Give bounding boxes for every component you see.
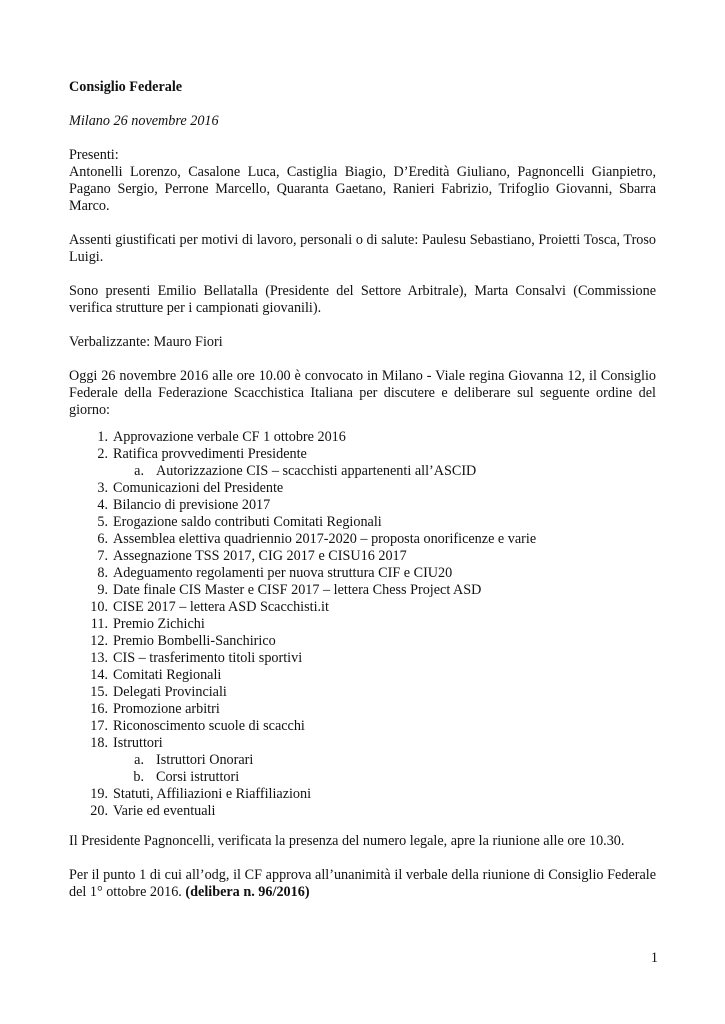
agenda-item: 17. Riconoscimento scuole di scacchi <box>90 718 305 734</box>
agenda-item: 20. Varie ed eventuali <box>90 803 216 819</box>
agenda-list <box>69 429 656 820</box>
agenda-subitem: a. Istruttori Onorari <box>134 752 254 768</box>
agenda-item: 3. Comunicazioni del Presidente <box>97 480 284 496</box>
agenda-item: 11. Premio Zichichi <box>90 616 205 632</box>
agenda-item: 16. Promozione arbitri <box>90 701 220 717</box>
meeting-place-date: Milano 26 novembre 2016 <box>69 113 219 129</box>
agenda-item: 10. CISE 2017 – lettera ASD Scacchisti.it <box>90 599 329 615</box>
agenda-subitem: a. Autorizzazione CIS – scacchisti appartenenti all’ASCID <box>134 463 477 479</box>
document-title: Consiglio Federale <box>69 79 183 95</box>
opening-paragraph: Il Presidente Pagnoncelli, verificata la presenza del numero legale, apre la riunione alle ore 10.30. <box>69 833 625 849</box>
point1-text: Per il punto 1 di cui all’odg, il CF approva all’unanimità il verbale della riunione di Consiglio Federale del 1° ottobre 2016. <box>69 867 656 900</box>
agenda-item: 6. Assemblea elettiva quadriennio 2017-2020 – proposta onorificenze e varie <box>97 531 537 547</box>
absent-paragraph: Assenti giustificati per motivi di lavoro, personali o di salute: Paulesu Sebastiano, Proietti Tosca, Troso Luigi. <box>69 232 656 265</box>
point1-paragraph <box>69 867 656 901</box>
agenda-item: 4. Bilancio di previsione 2017 <box>97 497 271 513</box>
page-number: 1 <box>650 950 658 966</box>
agenda-item: 8. Adeguamento regolamenti per nuova struttura CIF e CIU20 <box>97 565 453 581</box>
agenda-item: 12. Premio Bombelli-Sanchirico <box>90 633 276 649</box>
agenda-item: 14. Comitati Regionali <box>90 667 222 683</box>
resolution-reference: (delibera n. 96/2016) <box>185 884 310 900</box>
convocation-paragraph: Oggi 26 novembre 2016 alle ore 10.00 è convocato in Milano - Viale regina Giovanna 12, il Consiglio Federale della Federazione Scacchistica Italiana per discutere e deliberare sul seguente ordine del giorno: <box>69 368 656 418</box>
agenda-item: 9. Date finale CIS Master e CISF 2017 – lettera Chess Project ASD <box>97 582 482 598</box>
agenda-item: 7. Assegnazione TSS 2017, CIG 2017 e CISU16 2017 <box>97 548 407 564</box>
secretary-line: Verbalizzante: Mauro Fiori <box>69 334 223 350</box>
agenda-item: 13. CIS – trasferimento titoli sportivi <box>90 650 303 666</box>
agenda-item: 1. Approvazione verbale CF 1 ottobre 2016 <box>97 429 346 445</box>
present-names: Antonelli Lorenzo, Casalone Luca, Castiglia Biagio, D’Eredità Giuliano, Pagnoncelli Gianpietro, Pagano Sergio, Perrone Marcello, Quaranta Gaetano, Ranieri Fabrizio, Trifoglio Giovanni, Sbarra Marco. <box>69 164 656 214</box>
agenda-item: 18. Istruttori <box>90 735 163 751</box>
present-label: Presenti: <box>69 147 119 163</box>
agenda-subitem: b. Corsi istruttori <box>133 769 240 785</box>
agenda-item: 5. Erogazione saldo contributi Comitati Regionali <box>97 514 382 530</box>
agenda-item: 2. Ratifica provvedimenti Presidente <box>97 446 307 462</box>
agenda-item: 19. Statuti, Affiliazioni e Riaffiliazioni <box>90 786 312 802</box>
agenda-item: 15. Delegati Provinciali <box>90 684 227 700</box>
guests-paragraph: Sono presenti Emilio Bellatalla (Presidente del Settore Arbitrale), Marta Consalvi (Commissione verifica strutture per i campionati giovanili). <box>69 283 656 316</box>
